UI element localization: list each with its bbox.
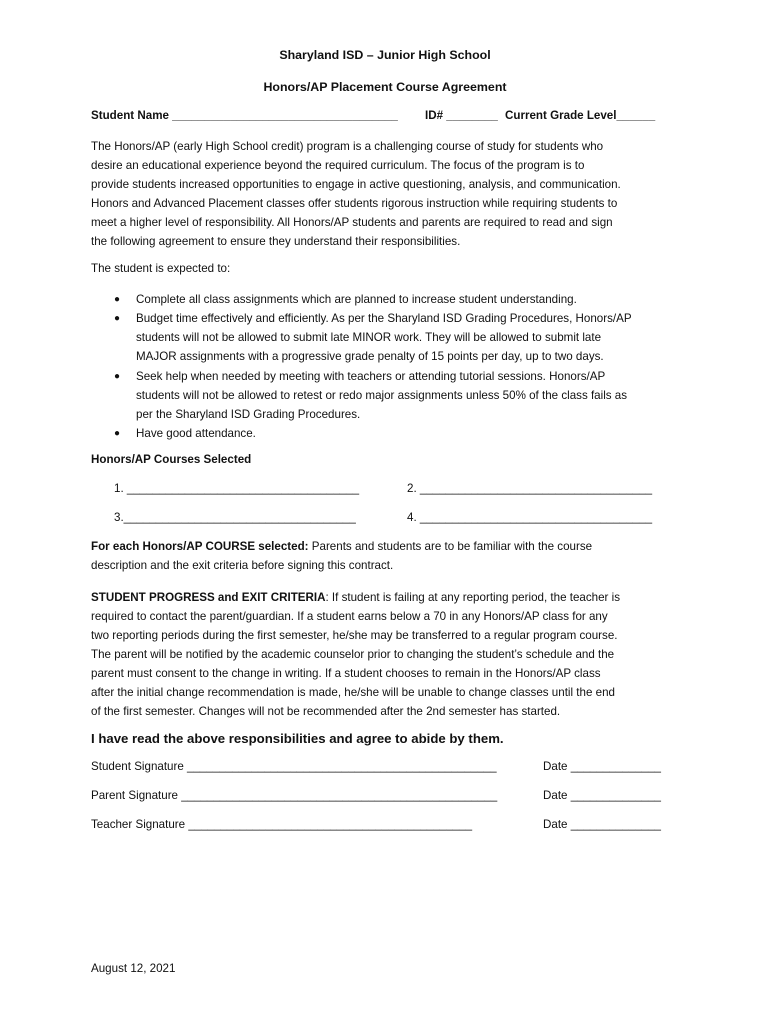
course-note-line: description and the exit criteria before signing this contract. <box>91 559 394 572</box>
student-date-field[interactable]: Date ______________ <box>543 760 661 773</box>
teacher-date-field[interactable]: Date ______________ <box>543 818 661 831</box>
progress-paragraph <box>91 588 686 721</box>
progress-line: required to contact the parent/guardian. If a student earns below a 70 in any Honors/AP class for any <box>91 610 608 623</box>
progress-line: parent must consent to the change in writing. If a student chooses to remain in the Honors/AP class <box>91 667 601 680</box>
progress-heading: STUDENT PROGRESS and EXIT CRITERIA <box>91 591 326 604</box>
progress-line: The parent will be notified by the academic counselor prior to changing the student’s schedule and the <box>91 648 615 661</box>
agreement-heading: I have read the above responsibilities and agree to abide by them. <box>91 731 504 746</box>
school-title: Sharyland ISD – Junior High School <box>279 48 491 62</box>
progress-line <box>91 588 686 607</box>
expectation-item <box>136 367 696 424</box>
course-slot-1[interactable]: 1. ____________________________________ <box>114 482 360 495</box>
expectation-line: MAJOR assignments with a progressive grade penalty of 15 points per day, up to two days. <box>136 350 604 363</box>
expectation-line: Have good attendance. <box>136 427 256 440</box>
intro-paragraph <box>91 137 686 251</box>
expectation-item <box>136 424 696 443</box>
course-slot-4[interactable]: 4. ____________________________________ <box>407 511 653 524</box>
progress-text: : If student is failing at any reporting period, the teacher is <box>325 591 621 604</box>
expectation-line: Complete all class assignments which are planned to increase student understanding. <box>136 293 577 306</box>
course-note-bold: For each Honors/AP COURSE selected: <box>91 540 309 553</box>
course-note-line <box>91 540 592 553</box>
progress-line: of the first semester. Changes will not be recommended after the 2nd semester has started. <box>91 705 561 718</box>
intro-line: the following agreement to ensure they understand their responsibilities. <box>91 235 461 248</box>
courses-heading: Honors/AP Courses Selected <box>91 453 252 466</box>
course-note-text: Parents and students are to be familiar with the course <box>308 540 593 553</box>
expectation-item <box>136 290 696 309</box>
expectations-lead: The student is expected to: <box>91 262 231 275</box>
bullet-icon: ● <box>114 371 121 382</box>
expectation-line: Seek help when needed by meeting with teachers or attending tutorial sessions. Honors/AP <box>136 370 606 383</box>
intro-line: The Honors/AP (early High School credit) program is a challenging course of study for students who <box>91 140 604 153</box>
parent-date-field[interactable]: Date ______________ <box>543 789 661 802</box>
course-slot-3[interactable]: 3.____________________________________ <box>114 511 356 524</box>
expectation-line: per the Sharyland ISD Grading Procedures. <box>136 408 361 421</box>
footer-date: August 12, 2021 <box>91 962 176 975</box>
student-signature-field[interactable]: Student Signature ________________________________________________ <box>91 760 497 773</box>
bullet-icon: ● <box>114 294 121 305</box>
bullet-icon: ● <box>114 313 121 324</box>
expectation-item <box>136 309 696 366</box>
intro-line: Honors and Advanced Placement classes offer students rigorous instruction while requiring students to <box>91 197 618 210</box>
expectation-line: students will not be allowed to submit late MINOR work. They will be allowed to submit late <box>136 331 602 344</box>
agreement-title: Honors/AP Placement Course Agreement <box>263 80 507 94</box>
course-slot-2[interactable]: 2. ____________________________________ <box>407 482 653 495</box>
intro-line: meet a higher level of responsibility. All Honors/AP students and parents are required to read and sign <box>91 216 613 229</box>
student-id-field[interactable]: ID# ________ <box>425 109 498 122</box>
bullet-icon: ● <box>114 428 121 439</box>
expectation-line: students will not be allowed to retest or redo major assignments unless 50% of the class fails as <box>136 389 628 402</box>
intro-line: provide students increased opportunities to engage in active questioning, analysis, and communication. <box>91 178 621 191</box>
intro-line: desire an educational experience beyond the required curriculum. The focus of the program is to <box>91 159 585 172</box>
teacher-signature-field[interactable]: Teacher Signature ____________________________________________ <box>91 818 473 831</box>
parent-signature-field[interactable]: Parent Signature _________________________________________________ <box>91 789 498 802</box>
progress-line: after the initial change recommendation is made, he/she will be unable to change classes until the end <box>91 686 615 699</box>
student-name-field[interactable]: Student Name ___________________________________ <box>91 109 398 122</box>
progress-line: two reporting periods during the first semester, he/she may be transferred to a regular program course. <box>91 629 618 642</box>
expectation-line: Budget time effectively and efficiently. As per the Sharyland ISD Grading Procedures, Honors/AP <box>136 312 632 325</box>
grade-level-field[interactable]: Current Grade Level______ <box>505 109 656 122</box>
